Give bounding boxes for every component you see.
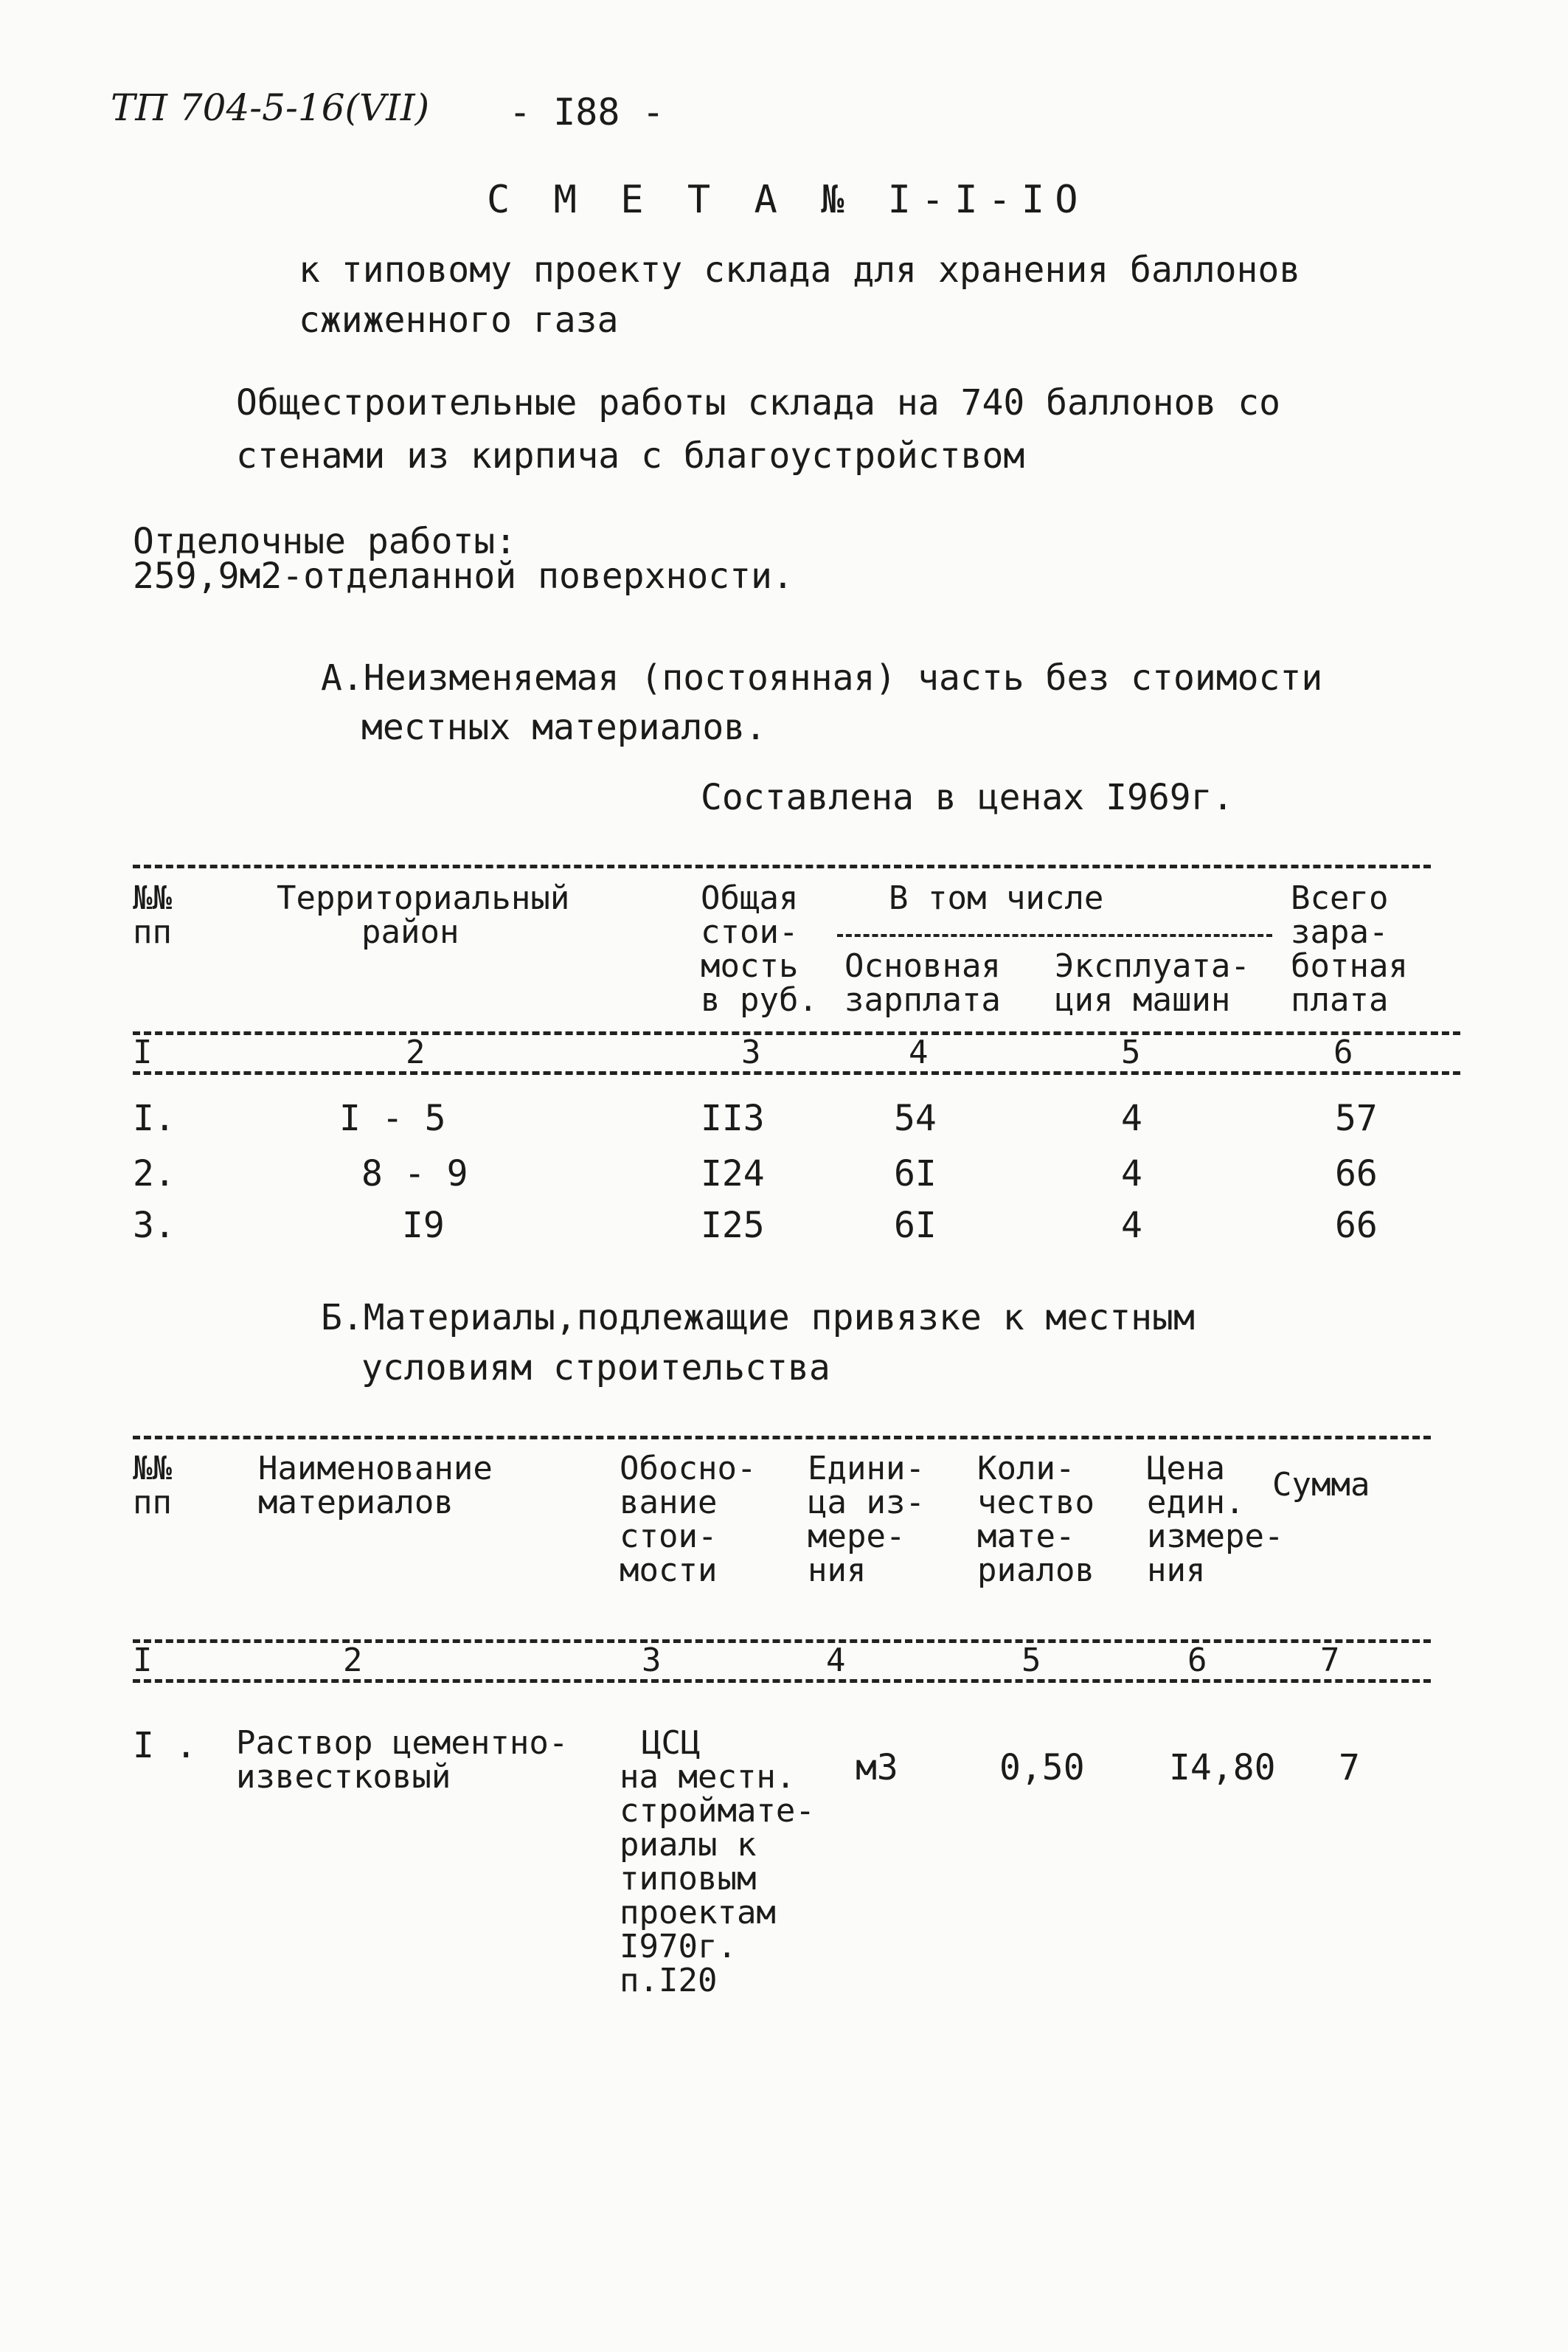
header-machines: Эксплуата- [1055,947,1250,985]
table-b-top-rule [133,1436,1431,1439]
header-sum: Сумма [1272,1466,1370,1504]
table-a-top-rule [133,865,1431,868]
header-region: Территориальный [277,879,570,917]
finishing-area: 259,9м2-отделанной поверхности. [133,556,794,597]
document-code: ТП 704-5-16(VII) [111,86,430,129]
header-name: Наименование [258,1450,493,1487]
section-b-title-2: условиям строительства [361,1347,830,1388]
header-qty: Коли- [977,1450,1075,1487]
section-a-title-1: А.Неизменяемая (постоянная) часть без стоимости [321,657,1323,699]
header-price: Цена [1147,1450,1225,1487]
subject-line-1: Общестроительные работы склада на 740 баллонов со [236,382,1281,423]
finishing-label: Отделочные работы: [133,521,517,562]
header-basis: Обосно- [620,1450,757,1487]
header-num: №№ [133,879,172,917]
header-unit: Едини- [808,1450,925,1487]
header-total: Общая [701,879,799,917]
section-a-title-2: местных материалов. [361,707,767,748]
prices-note: Составлена в ценах I969г. [701,777,1234,818]
section-b-title-1: Б.Материалы,подлежащие привязке к местным [321,1297,1195,1338]
estimate-title: С М Е Т А № I-I-IO [487,178,1089,222]
title-line-2: сжиженного газа [299,300,619,341]
title-line-1: к типовому проекту склада для хранения баллонов [299,249,1301,291]
header-all-wage: Всего [1291,879,1389,917]
header-num: №№ [133,1450,172,1487]
page-number: - I88 - [509,91,665,134]
subject-line-2: стенами из кирпича с благоустройством [236,435,1025,477]
header-basic-wage: Основная [844,947,1001,985]
header-including: В том числе [889,879,1104,917]
